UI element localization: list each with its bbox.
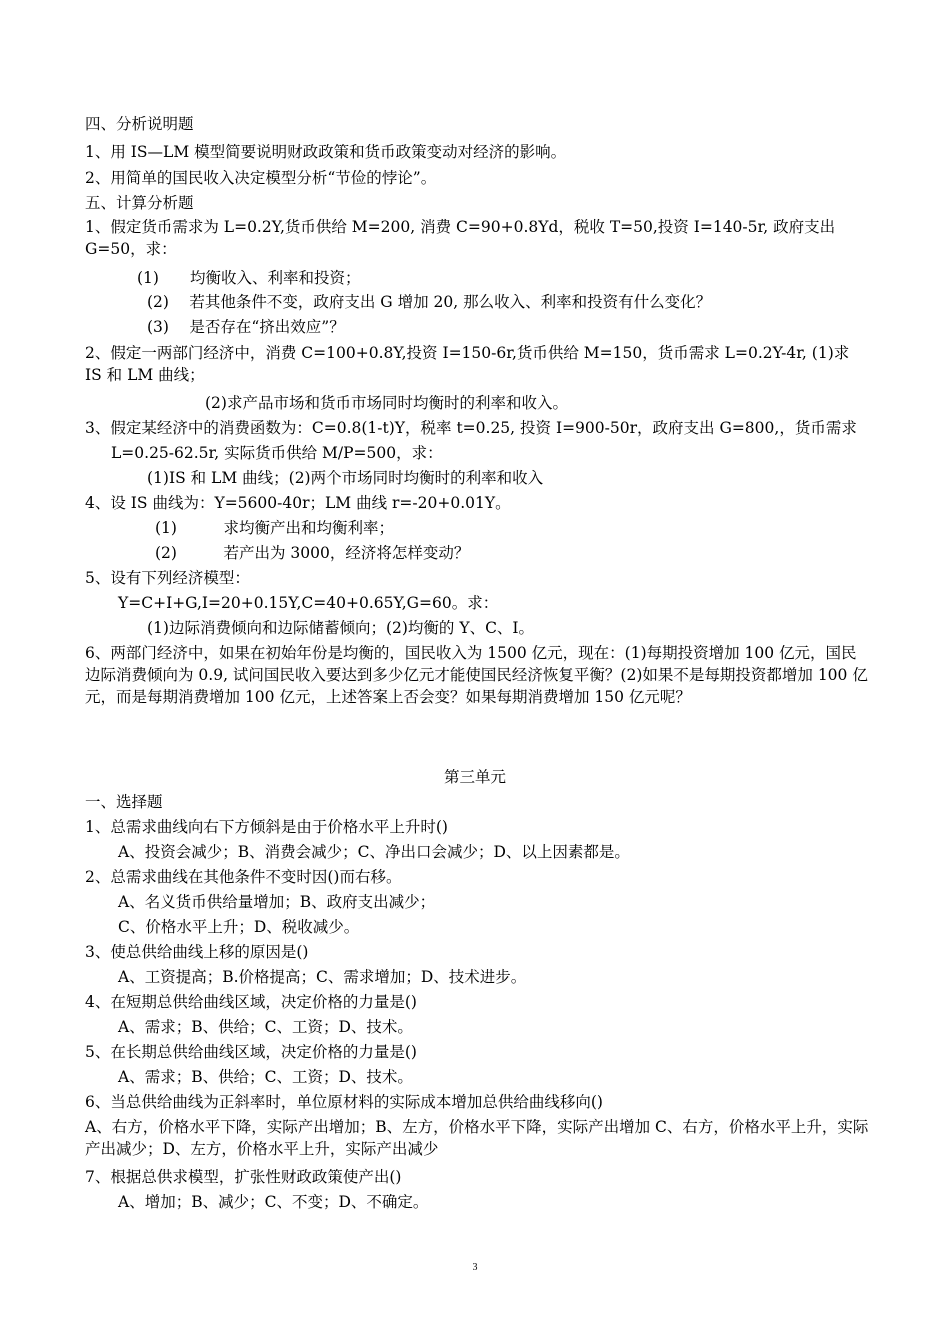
u3-q3-options: A、工资提高；B.价格提高；C、需求增加；D、技术进步。 <box>118 968 527 986</box>
s5-question-4: 4、设 IS 曲线为：Y=5600-40r；LM 曲线 r=-20+0.01Y。 <box>85 494 511 512</box>
unit3-heading: 一、选择题 <box>85 793 163 811</box>
u3-q5-stem: 5、在长期总供给曲线区域，决定价格的力量是() <box>85 1043 417 1061</box>
s5-q1-sub1: (1) 均衡收入、利率和投资； <box>137 269 361 287</box>
u3-q1-options: A、投资会减少；B、消费会减少；C、净出口会减少；D、以上因素都是。 <box>118 843 630 861</box>
u3-q7-options: A、增加；B、减少；C、不变；D、不确定。 <box>118 1193 429 1211</box>
s5-q3-sub: (1)IS 和 LM 曲线；(2)两个市场同时均衡时的利率和收入 <box>147 469 544 487</box>
s5-question-5: 5、设有下列经济模型： <box>85 569 250 587</box>
s5-q1-sub3: (3) 是否存在“挤出效应”？ <box>147 318 345 336</box>
s5-q5-sub: (1)边际消费倾向和边际储蓄倾向；(2)均衡的 Y、C、I。 <box>147 619 535 637</box>
s5-q4-sub2: (2) 若产出为 3000，经济将怎样变动？ <box>155 544 470 562</box>
u3-q1-stem: 1、总需求曲线向右下方倾斜是由于价格水平上升时() <box>85 818 448 836</box>
s5-q5-model: Y=C+I+G,I=20+0.15Y,C=40+0.65Y,G=60。求： <box>118 594 499 612</box>
u3-q2-options-2: C、价格水平上升；D、税收减少。 <box>118 918 360 936</box>
s5-q2-sub: (2)求产品市场和货币市场同时均衡时的利率和收入。 <box>205 394 568 412</box>
u3-q6-options: A、右方，价格水平下降，实际产出增加；B、左方，价格水平下降，实际产出增加 C、右方，价格水平上升，实际产出减少；D、左方，价格水平上升，实际产出减少 <box>85 1118 869 1158</box>
u3-q5-options: A、需求；B、供给；C、工资；D、技术。 <box>118 1068 413 1086</box>
section4-heading: 四、分析说明题 <box>85 115 194 133</box>
s4-question-2: 2、用简单的国民收入决定模型分析“节俭的悖论”。 <box>85 169 437 187</box>
u3-q2-options-1: A、名义货币供给量增加；B、政府支出减少； <box>118 893 436 911</box>
u3-q4-stem: 4、在短期总供给曲线区域，决定价格的力量是() <box>85 993 417 1011</box>
u3-q2-stem: 2、总需求曲线在其他条件不变时因()而右移。 <box>85 868 402 886</box>
unit3-title: 第三单元 <box>443 768 506 786</box>
u3-q6-stem: 6、当总供给曲线为正斜率时，单位原材料的实际成本增加总供给曲线移向() <box>85 1093 603 1111</box>
u3-q3-stem: 3、使总供给曲线上移的原因是() <box>85 943 309 961</box>
s5-question-1: 1、假定货币需求为 L=0.2Y,货币供给 M=200, 消费 C=90+0.8Yd，税收 T=50,投资 I=140-5r, 政府支出 G=50，求： <box>85 218 836 258</box>
s5-question-6: 6、两部门经济中，如果在初始年份是均衡的，国民收入为 1500 亿元，现在：(1)每期投资增加 100 亿元，国民边际消费倾向为 0.9, 试问国民收入要达到多少亿元才能使国民经济恢复平衡？(2)如果不是每期投资都增加 100 亿元，而是每期消费增加 100 亿元，上述答案上否会变？如果每期消费增加 150 亿元呢？ <box>85 644 868 706</box>
s5-q1-sub2: (2) 若其他条件不变，政府支出 G 增加 20, 那么收入、利率和投资有什么变化？ <box>147 293 712 311</box>
s5-question-2: 2、假定一两部门经济中，消费 C=100+0.8Y,投资 I=150-6r,货币供给 M=150，货币需求 L=0.2Y-4r, (1)求 IS 和 LM 曲线； <box>85 344 850 384</box>
page-number: 3 <box>472 1262 478 1273</box>
u3-q7-stem: 7、根据总供求模型，扩张性财政政策使产出() <box>85 1168 402 1186</box>
section5-heading: 五、计算分析题 <box>85 194 194 212</box>
s5-q4-sub1: (1) 求均衡产出和均衡利率； <box>155 519 394 537</box>
s5-q3-cont: L=0.25-62.5r, 实际货币供给 M/P=500，求： <box>111 444 443 462</box>
u3-q4-options: A、需求；B、供给；C、工资；D、技术。 <box>118 1018 413 1036</box>
s4-question-1: 1、用 IS—LM 模型简要说明财政政策和货币政策变动对经济的影响。 <box>85 143 567 161</box>
s5-question-3: 3、假定某经济中的消费函数为：C=0.8(1-t)Y，税率 t=0.25, 投资 I=900-50r，政府支出 G=800,，货币需求 <box>85 419 857 437</box>
